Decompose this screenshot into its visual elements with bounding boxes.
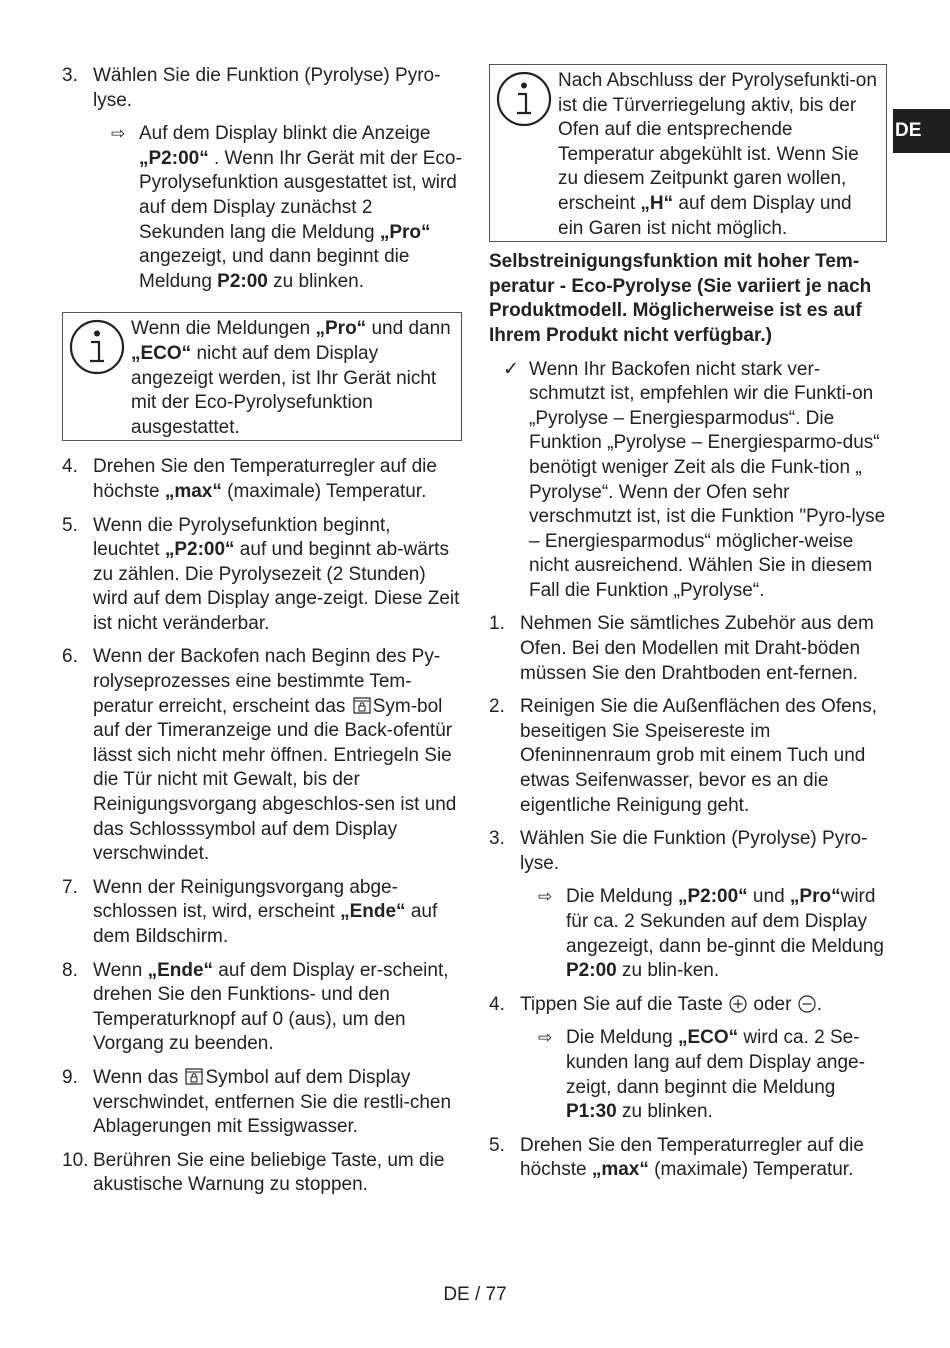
- info-icon: [63, 317, 131, 440]
- list-item-step-10: 10. Berühren Sie eine beliebige Taste, um die akustische Warnung zu stoppen.: [62, 1149, 445, 1196]
- arrow-icon: ⇨: [111, 124, 126, 144]
- checkmark-icon: ✓: [503, 358, 519, 380]
- result-note: ⇨ Auf dem Display blinkt die Anzeige „P2:00“ . Wenn Ihr Gerät mit der Eco-Pyrolysefunktion ausgestattet ist, wird auf dem Display zunächst 2 Sekunden lang die Meldung „Pro“ angezeigt, und dann beginnt die Meldung P2:00 zu blinken.: [111, 122, 462, 294]
- list-item-step-4: 4. Tippen Sie auf die Taste oder .: [489, 993, 822, 1015]
- list-item-step-8: 8. Wenn „Ende“ auf dem Display er-scheint, drehen Sie den Funktions- und den Temperaturknopf auf 0 (aus), um den Vorgang zu beenden.: [62, 959, 449, 1055]
- lock-icon: [353, 697, 371, 714]
- language-tab: DE: [893, 109, 950, 153]
- page-number: DE / 77: [443, 1284, 507, 1305]
- list-item-step-6: 6. Wenn der Backofen nach Beginn des Py-rolyseprozesses eine bestimmte Tem-peratur erreicht, erscheint das Sym-bol auf der Timeranzeige und die Back-ofentür lässt sich nicht mehr öffnen. Entriegeln Sie die Tür nicht mit Gewalt, bis der Reinigungsvorgang abgeschlos-sen ist und das Schlosssymbol auf dem Display verschwindet.: [62, 646, 457, 865]
- info-note-box: Nach Abschluss der Pyrolysefunkti-on ist die Türverriegelung aktiv, bis der Ofen auf die entsprechende Temperatur abgekühlt ist. Wenn Sie zu diesem Zeitpunkt garen wollen, erscheint „H“ auf dem Display und ein Garen ist nicht möglich.: [489, 64, 887, 242]
- result-note: ⇨ Die Meldung „P2:00“ und „Pro“wird für ca. 2 Sekunden auf dem Display angezeigt, dann be-ginnt die Meldung P2:00 zu blin-ken.: [538, 885, 887, 983]
- section-heading: Selbstreinigungsfunktion mit hoher Tem-peratur - Eco-Pyrolyse (Sie variiert je nach Produktmodell. Möglicherweise ist es auf Ihrem Produkt nicht verfügbar.): [489, 251, 872, 346]
- plus-circle-icon: [729, 995, 747, 1013]
- info-icon: [490, 69, 558, 241]
- result-note: ⇨ Die Meldung „ECO“ wird ca. 2 Se-kunden lang auf dem Display ange-zeigt, dann beginnt die Meldung P1:30 zu blinken.: [538, 1026, 887, 1124]
- list-item-step-7: 7. Wenn der Reinigungsvorgang abge-schlossen ist, wird, erscheint „Ende“ auf dem Bildschirm.: [62, 876, 438, 947]
- list-item-step-4: 4. Drehen Sie den Temperaturregler auf die höchste „max“ (maximale) Temperatur.: [62, 456, 437, 502]
- list-item-step-1: 1. Nehmen Sie sämtliches Zubehör aus dem Ofen. Bei den Modellen mit Draht-böden müssen Sie den Drahtboden ent-fernen.: [489, 613, 874, 684]
- list-item-step-9: 9. Wenn das Symbol auf dem Display verschwindet, entfernen Sie die restli-chen Ablagerungen mit Essigwasser.: [62, 1066, 452, 1138]
- list-item-step-2: 2. Reinigen Sie die Außenflächen des Ofens, beseitigen Sie Speisereste im Ofeninnenraum grob mit einem Tuch und etwas Seifenwasser, bevor es an die eigentliche Reinigung geht.: [489, 696, 878, 816]
- list-item-step-5: 5. Wenn die Pyrolysefunktion beginnt, leuchtet „P2:00“ auf und beginnt ab-wärts zu zählen. Die Pyrolysezeit (2 Stunden) wird auf dem Display ange-zeigt. Diese Zeit ist nicht veränderbar.: [62, 514, 460, 634]
- list-item-step-5: 5. Drehen Sie den Temperaturregler auf die höchste „max“ (maximale) Temperatur.: [489, 1134, 864, 1181]
- right-column: [489, 64, 887, 1192]
- left-column: [62, 64, 462, 1207]
- lock-icon: [185, 1068, 203, 1085]
- info-note-box: Wenn die Meldungen „Pro“ und dann „ECO“ nicht auf dem Display angezeigt werden, ist Ihr Gerät nicht mit der Eco-Pyrolysefunktion ausgestattet.: [62, 312, 462, 441]
- minus-circle-icon: [798, 995, 816, 1013]
- arrow-icon: ⇨: [538, 887, 553, 907]
- arrow-icon: ⇨: [538, 1028, 553, 1048]
- check-note: ✓ Wenn Ihr Backofen nicht stark ver-schmutzt ist, empfehlen wir die Funkti-on „Pyrolyse – Energiesparmodus“. Die Funktion „Pyrolyse – Energiesparmo-dus“ benötigt weniger Zeit als die Funk-tion „ Pyrolyse“. Wenn der Ofen sehr verschmutzt ist, ist die Funktion "Pyro-lyse – Energiesparmodus“ möglicher-weise nicht ausreichend. Wählen Sie in diesem Fall die Funktion „Pyrolyse“.: [503, 358, 887, 604]
- list-item-step-3: 3. Wählen Sie die Funktion (Pyrolyse) Pyro-lyse.: [62, 65, 441, 111]
- list-item-step-3: 3. Wählen Sie die Funktion (Pyrolyse) Pyro-lyse.: [489, 828, 868, 874]
